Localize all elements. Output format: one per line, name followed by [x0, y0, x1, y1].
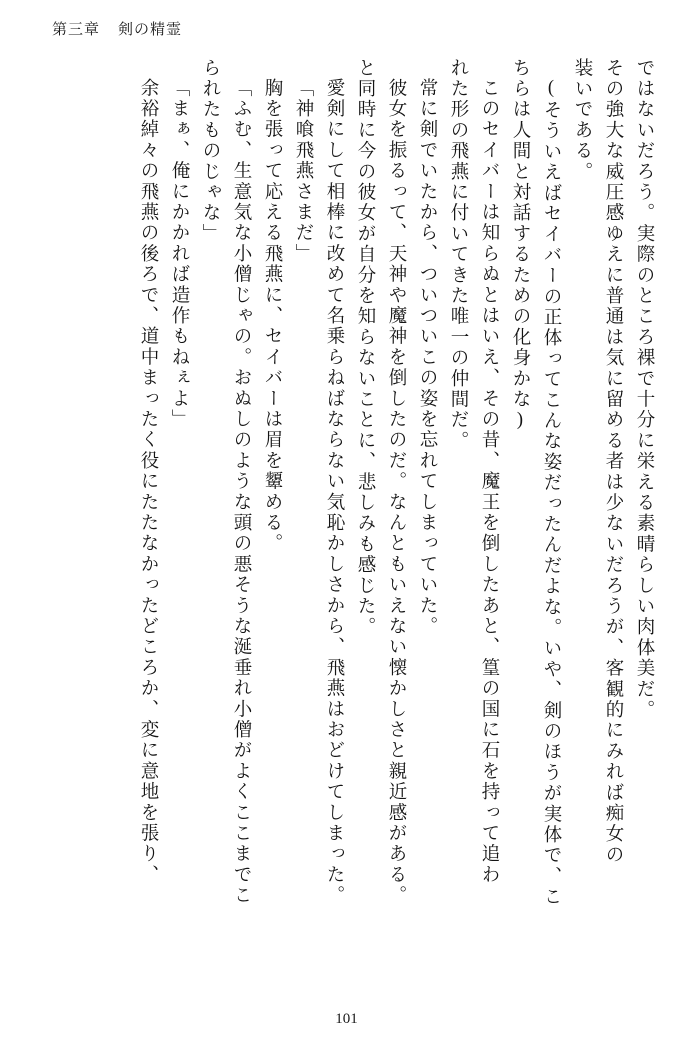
text-line: 「まぁ、俺にかかれば造作もねぇよ」 [169, 78, 189, 430]
text-line: 装いである。 [572, 58, 592, 183]
text-line: 余裕綽々の飛燕の後ろで、道中まったく役にたたなかったどころか、変に意地を張り、 [138, 78, 158, 886]
text-line: ちらは人間と対話するための化身かな) [510, 58, 530, 433]
text-line: このセイバーは知らぬとはいえ、その昔、魔王を倒したあと、篁の国に石を持って追わ [479, 78, 499, 886]
text-line: れた形の飛燕に付いてきた唯一の仲間だ。 [448, 58, 468, 452]
chapter-number: 第三章 [52, 22, 101, 38]
text-line: ではないだろう。実際のところ裸で十分に栄える素晴らしい肉体美だ。 [634, 58, 654, 721]
text-line: その強大な威圧感ゆえに普通は気に留める者は少ないだろうが、客観的にみれば痴女の [603, 58, 623, 866]
text-line: 常に剣でいたから、ついついこの姿を忘れてしまっていた。 [417, 78, 437, 637]
text-line: と同時に今の彼女が自分を知らないことに、悲しみも感じた。 [355, 58, 375, 638]
vertical-text-body [40, 58, 653, 988]
page-number: 101 [335, 1011, 358, 1027]
running-head [52, 18, 182, 39]
text-line: 「神喰飛燕さまだ」 [293, 78, 313, 265]
text-line: (そういえばセイバーの正体ってこんな姿だったんだよな。いや、剣のほうが実体で、こ [541, 78, 561, 908]
text-line: 「ふむ、生意気な小僧じゃの。おぬしのような頭の悪そうな涎垂れ小僧がよくここまでこ [231, 78, 251, 906]
text-line: 愛剣にして相棒に改めて名乗らねばならない気恥かしさから、飛燕はおどけてしまった。 [324, 78, 344, 906]
chapter-title: 剣の精霊 [118, 22, 183, 38]
text-line: 彼女を振るって、天神や魔神を倒したのだ。なんともいえない懐かしさと親近感がある。 [386, 78, 406, 906]
text-line: 胸を張って応える飛燕に、セイバーは眉を顰める。 [262, 78, 282, 555]
text-line: られたものじゃな」 [200, 58, 220, 245]
